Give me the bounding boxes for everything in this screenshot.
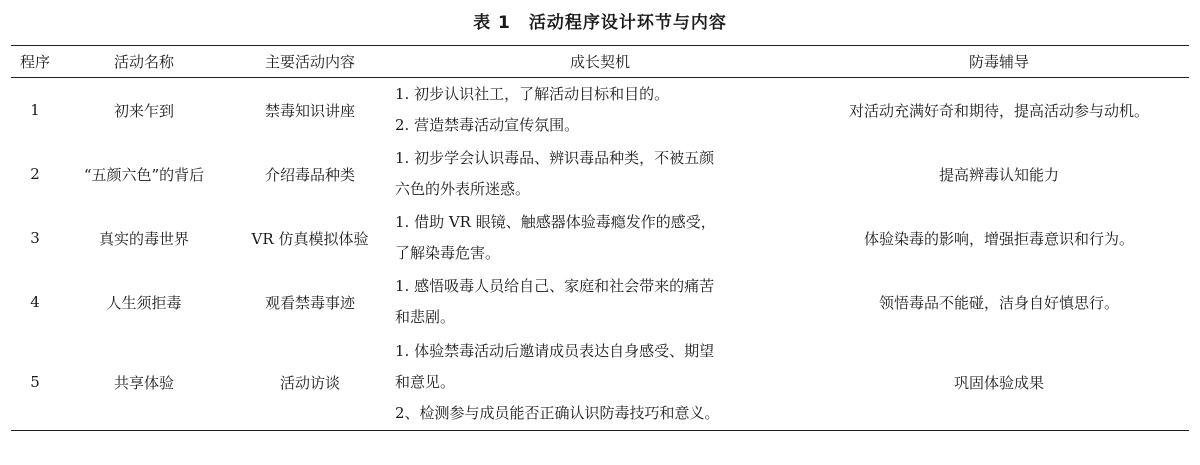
cell-name: 初来乍到 <box>113 101 174 120</box>
cell-name: 人生须拒毒 <box>106 293 182 312</box>
cell-guidance: 领悟毒品不能碰，洁身自好慎思行。 <box>878 293 1119 312</box>
cell-step: 3 <box>30 229 40 247</box>
cell-content: 观看禁毒事迹 <box>264 293 355 312</box>
cell-step: 2 <box>30 165 40 183</box>
table-row <box>11 334 1189 431</box>
cell-guidance: 巩固体验成果 <box>809 334 1189 431</box>
table-number: 表 1 <box>473 13 511 33</box>
cell-growth: 1. 借助 VR 眼镜、触感器体验毒瘾发作的感受， 了解染毒危害。 <box>395 213 716 262</box>
cell-name: 共享体验 <box>59 334 229 431</box>
cell-name: “五颜六色”的背后 <box>83 165 205 184</box>
header-row <box>11 46 1189 78</box>
cell-content: 活动访谈 <box>229 334 391 431</box>
table-row <box>11 142 1189 206</box>
cell-content: VR 仿真模拟体验 <box>251 229 369 248</box>
table-row <box>11 270 1189 334</box>
header-name: 活动名称 <box>59 46 229 78</box>
table-caption <box>0 8 1200 33</box>
table-row <box>11 206 1189 270</box>
header-content: 主要活动内容 <box>229 46 391 78</box>
cell-growth: 1. 初步学会认识毒品、辨识毒品种类，不被五颜 六色的外表所迷惑。 <box>395 149 715 198</box>
cell-step: 4 <box>30 293 40 311</box>
cell-growth: 1. 初步认识社工，了解活动目标和目的。 2. 营造禁毒活动宣传氛围。 <box>395 85 670 134</box>
cell-guidance: 体验染毒的影响，增强拒毒意识和行为。 <box>863 229 1134 248</box>
cell-name: 真实的毒世界 <box>98 229 189 248</box>
cell-step: 5 <box>11 334 59 431</box>
header-guidance: 防毒辅导 <box>809 46 1189 78</box>
header-growth: 成长契机 <box>391 46 809 78</box>
cell-guidance: 提高辨毒认知能力 <box>938 165 1059 184</box>
cell-content: 介绍毒品种类 <box>264 165 355 184</box>
table-row <box>11 78 1189 143</box>
cell-guidance: 对活动充满好奇和期待，提高活动参与动机。 <box>848 101 1149 120</box>
table-title: 活动程序设计环节与内容 <box>528 13 727 33</box>
cell-content: 禁毒知识讲座 <box>264 101 355 120</box>
cell-growth: 1. 体验禁毒活动后邀请成员表达自身感受、期望 和意见。 2、检测参与成员能否正确认识防毒技巧和意义。 <box>391 334 809 431</box>
cell-growth: 1. 感悟吸毒人员给自己、家庭和社会带来的痛苦 和悲剧。 <box>395 277 715 326</box>
activity-table <box>11 45 1189 431</box>
header-step: 程序 <box>11 46 59 78</box>
cell-step: 1 <box>30 101 40 119</box>
